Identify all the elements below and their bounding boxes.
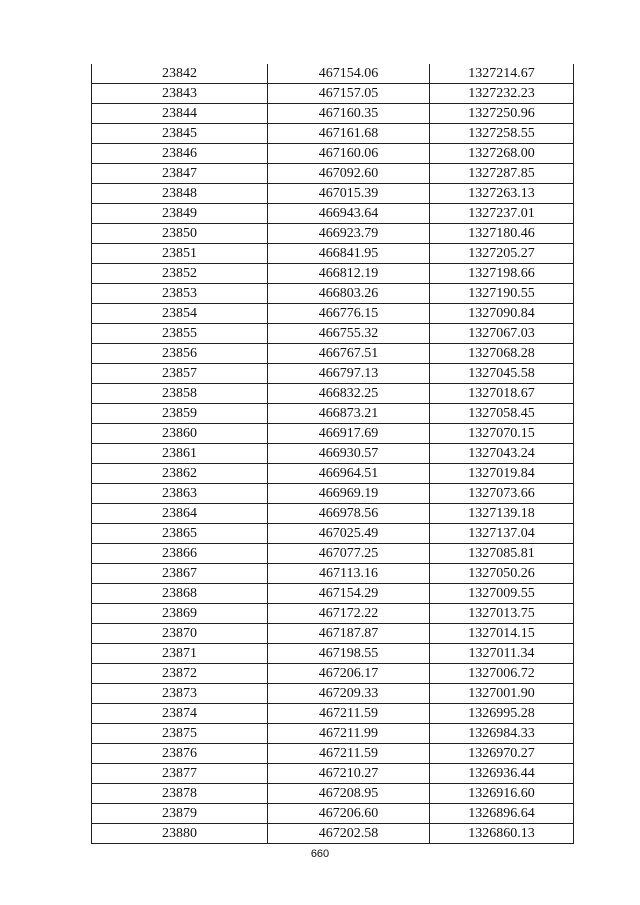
table-row <box>92 184 574 204</box>
y-coordinate-cell: 1327050.26 <box>430 564 574 584</box>
table-row <box>92 124 574 144</box>
y-coordinate-cell: 1327001.90 <box>430 684 574 704</box>
coordinate-table <box>91 64 574 844</box>
table-row <box>92 504 574 524</box>
point-id-cell: 23880 <box>92 824 268 844</box>
point-id-cell: 23868 <box>92 584 268 604</box>
y-coordinate-cell: 1327268.00 <box>430 144 574 164</box>
x-coordinate-cell: 467025.49 <box>268 524 430 544</box>
table-row <box>92 404 574 424</box>
table-row <box>92 804 574 824</box>
y-coordinate-cell: 1327090.84 <box>430 304 574 324</box>
y-coordinate-cell: 1327190.55 <box>430 284 574 304</box>
x-coordinate-cell: 467154.06 <box>268 64 430 84</box>
table-row <box>92 64 574 84</box>
x-coordinate-cell: 467113.16 <box>268 564 430 584</box>
x-coordinate-cell: 466873.21 <box>268 404 430 424</box>
y-coordinate-cell: 1327250.96 <box>430 104 574 124</box>
y-coordinate-cell: 1327070.15 <box>430 424 574 444</box>
x-coordinate-cell: 466812.19 <box>268 264 430 284</box>
point-id-cell: 23875 <box>92 724 268 744</box>
table-row <box>92 824 574 844</box>
y-coordinate-cell: 1326936.44 <box>430 764 574 784</box>
point-id-cell: 23852 <box>92 264 268 284</box>
x-coordinate-cell: 467208.95 <box>268 784 430 804</box>
table-row <box>92 744 574 764</box>
point-id-cell: 23879 <box>92 804 268 824</box>
y-coordinate-cell: 1326896.64 <box>430 804 574 824</box>
y-coordinate-cell: 1327043.24 <box>430 444 574 464</box>
x-coordinate-cell: 467211.59 <box>268 704 430 724</box>
point-id-cell: 23850 <box>92 224 268 244</box>
x-coordinate-cell: 466755.32 <box>268 324 430 344</box>
y-coordinate-cell: 1326916.60 <box>430 784 574 804</box>
table-row <box>92 724 574 744</box>
x-coordinate-cell: 467187.87 <box>268 624 430 644</box>
x-coordinate-cell: 467015.39 <box>268 184 430 204</box>
point-id-cell: 23870 <box>92 624 268 644</box>
y-coordinate-cell: 1327237.01 <box>430 204 574 224</box>
y-coordinate-cell: 1327180.46 <box>430 224 574 244</box>
y-coordinate-cell: 1326995.28 <box>430 704 574 724</box>
point-id-cell: 23862 <box>92 464 268 484</box>
x-coordinate-cell: 466803.26 <box>268 284 430 304</box>
point-id-cell: 23878 <box>92 784 268 804</box>
point-id-cell: 23861 <box>92 444 268 464</box>
y-coordinate-cell: 1327058.45 <box>430 404 574 424</box>
table-row <box>92 144 574 164</box>
point-id-cell: 23853 <box>92 284 268 304</box>
table-row <box>92 204 574 224</box>
y-coordinate-cell: 1327258.55 <box>430 124 574 144</box>
table-row <box>92 104 574 124</box>
x-coordinate-cell: 466832.25 <box>268 384 430 404</box>
table-row <box>92 344 574 364</box>
page-number: 660 <box>310 848 330 860</box>
x-coordinate-cell: 467202.58 <box>268 824 430 844</box>
x-coordinate-cell: 466767.51 <box>268 344 430 364</box>
x-coordinate-cell: 466964.51 <box>268 464 430 484</box>
point-id-cell: 23844 <box>92 104 268 124</box>
y-coordinate-cell: 1327198.66 <box>430 264 574 284</box>
x-coordinate-cell: 467206.17 <box>268 664 430 684</box>
y-coordinate-cell: 1327019.84 <box>430 464 574 484</box>
x-coordinate-cell: 467172.22 <box>268 604 430 624</box>
point-id-cell: 23871 <box>92 644 268 664</box>
x-coordinate-cell: 466930.57 <box>268 444 430 464</box>
point-id-cell: 23876 <box>92 744 268 764</box>
point-id-cell: 23860 <box>92 424 268 444</box>
point-id-cell: 23849 <box>92 204 268 224</box>
point-id-cell: 23872 <box>92 664 268 684</box>
y-coordinate-cell: 1327011.34 <box>430 644 574 664</box>
x-coordinate-cell: 467198.55 <box>268 644 430 664</box>
point-id-cell: 23856 <box>92 344 268 364</box>
x-coordinate-cell: 466776.15 <box>268 304 430 324</box>
point-id-cell: 23859 <box>92 404 268 424</box>
y-coordinate-cell: 1327006.72 <box>430 664 574 684</box>
x-coordinate-cell: 467160.35 <box>268 104 430 124</box>
y-coordinate-cell: 1326970.27 <box>430 744 574 764</box>
table-row <box>92 364 574 384</box>
x-coordinate-cell: 466923.79 <box>268 224 430 244</box>
table-row <box>92 324 574 344</box>
x-coordinate-cell: 466841.95 <box>268 244 430 264</box>
y-coordinate-cell: 1327067.03 <box>430 324 574 344</box>
y-coordinate-cell: 1327045.58 <box>430 364 574 384</box>
point-id-cell: 23854 <box>92 304 268 324</box>
y-coordinate-cell: 1327287.85 <box>430 164 574 184</box>
point-id-cell: 23874 <box>92 704 268 724</box>
point-id-cell: 23864 <box>92 504 268 524</box>
table-row <box>92 784 574 804</box>
table-row <box>92 684 574 704</box>
point-id-cell: 23845 <box>92 124 268 144</box>
table-row <box>92 264 574 284</box>
table-row <box>92 304 574 324</box>
table-row <box>92 584 574 604</box>
table-row <box>92 464 574 484</box>
x-coordinate-cell: 467161.68 <box>268 124 430 144</box>
point-id-cell: 23846 <box>92 144 268 164</box>
point-id-cell: 23843 <box>92 84 268 104</box>
table-row <box>92 564 574 584</box>
point-id-cell: 23842 <box>92 64 268 84</box>
point-id-cell: 23865 <box>92 524 268 544</box>
x-coordinate-cell: 467154.29 <box>268 584 430 604</box>
table-row <box>92 764 574 784</box>
point-id-cell: 23848 <box>92 184 268 204</box>
point-id-cell: 23877 <box>92 764 268 784</box>
table-row <box>92 284 574 304</box>
point-id-cell: 23851 <box>92 244 268 264</box>
x-coordinate-cell: 467210.27 <box>268 764 430 784</box>
table-row <box>92 444 574 464</box>
y-coordinate-cell: 1327137.04 <box>430 524 574 544</box>
x-coordinate-cell: 467206.60 <box>268 804 430 824</box>
table-row <box>92 484 574 504</box>
table-row <box>92 84 574 104</box>
x-coordinate-cell: 466969.19 <box>268 484 430 504</box>
table-row <box>92 664 574 684</box>
x-coordinate-cell: 466978.56 <box>268 504 430 524</box>
x-coordinate-cell: 466917.69 <box>268 424 430 444</box>
point-id-cell: 23867 <box>92 564 268 584</box>
x-coordinate-cell: 466943.64 <box>268 204 430 224</box>
point-id-cell: 23869 <box>92 604 268 624</box>
y-coordinate-cell: 1327232.23 <box>430 84 574 104</box>
y-coordinate-cell: 1327205.27 <box>430 244 574 264</box>
table-row <box>92 644 574 664</box>
y-coordinate-cell: 1327013.75 <box>430 604 574 624</box>
y-coordinate-cell: 1327009.55 <box>430 584 574 604</box>
table-row <box>92 704 574 724</box>
y-coordinate-cell: 1326860.13 <box>430 824 574 844</box>
point-id-cell: 23857 <box>92 364 268 384</box>
point-id-cell: 23863 <box>92 484 268 504</box>
x-coordinate-cell: 467157.05 <box>268 84 430 104</box>
y-coordinate-cell: 1327018.67 <box>430 384 574 404</box>
x-coordinate-cell: 467209.33 <box>268 684 430 704</box>
point-id-cell: 23855 <box>92 324 268 344</box>
y-coordinate-cell: 1327068.28 <box>430 344 574 364</box>
point-id-cell: 23866 <box>92 544 268 564</box>
x-coordinate-cell: 467092.60 <box>268 164 430 184</box>
table-row <box>92 164 574 184</box>
table-row <box>92 224 574 244</box>
y-coordinate-cell: 1327085.81 <box>430 544 574 564</box>
table-row <box>92 524 574 544</box>
x-coordinate-cell: 467211.59 <box>268 744 430 764</box>
table-row <box>92 424 574 444</box>
y-coordinate-cell: 1327014.15 <box>430 624 574 644</box>
y-coordinate-cell: 1327139.18 <box>430 504 574 524</box>
table-row <box>92 544 574 564</box>
coordinate-table-body <box>92 64 574 844</box>
point-id-cell: 23847 <box>92 164 268 184</box>
y-coordinate-cell: 1327263.13 <box>430 184 574 204</box>
point-id-cell: 23873 <box>92 684 268 704</box>
table-row <box>92 384 574 404</box>
table-row <box>92 244 574 264</box>
x-coordinate-cell: 467211.99 <box>268 724 430 744</box>
table-row <box>92 624 574 644</box>
point-id-cell: 23858 <box>92 384 268 404</box>
y-coordinate-cell: 1327214.67 <box>430 64 574 84</box>
x-coordinate-cell: 466797.13 <box>268 364 430 384</box>
x-coordinate-cell: 467077.25 <box>268 544 430 564</box>
x-coordinate-cell: 467160.06 <box>268 144 430 164</box>
y-coordinate-cell: 1326984.33 <box>430 724 574 744</box>
y-coordinate-cell: 1327073.66 <box>430 484 574 504</box>
table-row <box>92 604 574 624</box>
